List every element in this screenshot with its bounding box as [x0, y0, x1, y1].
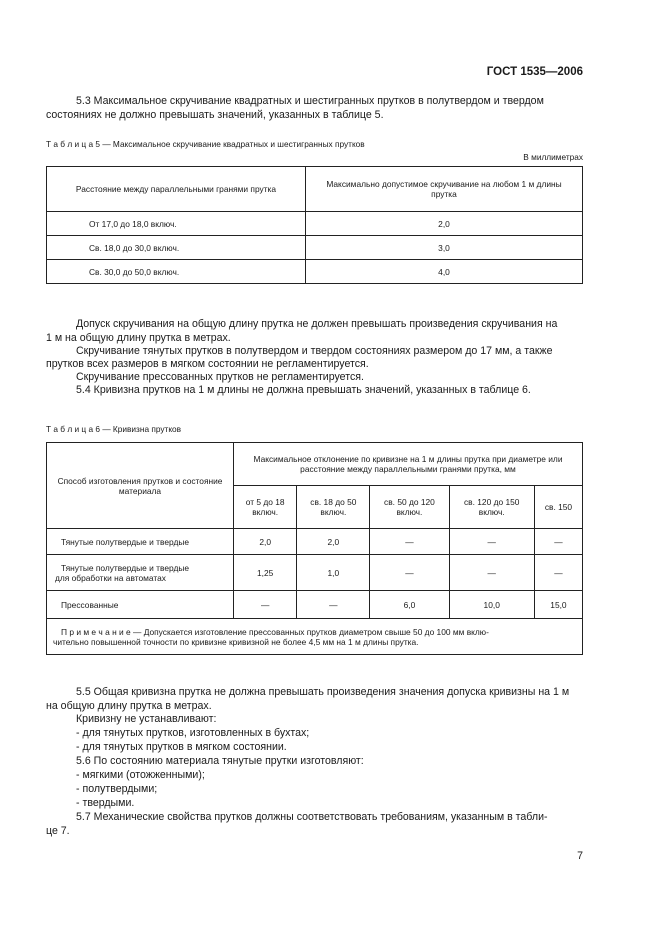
- section-5-7-line-2: це 7.: [46, 825, 70, 837]
- section-5-5-line-2: на общую длину прутка в метрах.: [46, 700, 212, 712]
- mid-para-line-4: прутков всех размеров в мягком состоянии не регламентируется.: [46, 358, 369, 370]
- table-5: [46, 166, 583, 284]
- table-6-caption: Т а б л и ц а 6 — Кривизна прутков: [46, 424, 182, 434]
- section-5-3-line-1: 5.3 Максимальное скручивание квадратных и шестигранных прутков в полутвердом и твердом: [76, 95, 544, 107]
- table-row: Тянутые полутвердые и твердые для обработки на автоматах 1,25 1,0 — — —: [47, 555, 583, 591]
- table-row: Св. 30,0 до 50,0 включ. 4,0: [47, 260, 583, 284]
- section-5-6: 5.6 По состоянию материала тянутые прутки изготовляют:: [76, 755, 364, 767]
- table-6-subheader: св. 18 до 50 включ.: [297, 486, 370, 529]
- list-item: - мягкими (отожженными);: [76, 769, 205, 781]
- section-5-4: 5.4 Кривизна прутков на 1 м длины не должна превышать значений, указанных в таблице 6.: [76, 384, 531, 396]
- table-6-subheader: св. 120 до 150 включ.: [449, 486, 534, 529]
- table-6-subheader: от 5 до 18 включ.: [234, 486, 297, 529]
- table-row: Тянутые полутвердые и твердые 2,0 2,0 — — —: [47, 529, 583, 555]
- curvature-not-set: Кривизну не устанавливают:: [76, 713, 217, 725]
- section-5-3-line-2: состояниях не должно превышать значений, указанных в таблице 5.: [46, 109, 384, 121]
- table-row: От 17,0 до 18,0 включ. 2,0: [47, 212, 583, 236]
- mid-para-line-1: Допуск скручивания на общую длину прутка не должен превышать произведения скручивания на: [76, 318, 558, 330]
- table-5-units: В миллиметрах: [523, 152, 583, 162]
- section-5-5-line-1: 5.5 Общая кривизна прутка не должна превышать произведения значения допуска кривизны на 1 м: [76, 686, 570, 698]
- mid-para-line-5: Скручивание прессованных прутков не регламентируется.: [76, 371, 364, 383]
- list-item: - полутвердыми;: [76, 783, 158, 795]
- table-row: Прессованные — — 6,0 10,0 15,0: [47, 591, 583, 619]
- list-item: - для тянутых прутков, изготовленных в бухтах;: [76, 727, 310, 739]
- table-5-caption: Т а б л и ц а 5 — Максимальное скручивание квадратных и шестигранных прутков: [46, 139, 365, 149]
- table-row: Св. 18,0 до 30,0 включ. 3,0: [47, 236, 583, 260]
- mid-para-line-3: Скручивание тянутых прутков в полутвердом и твердом состояниях размером до 17 мм, а также: [76, 345, 553, 357]
- table-6: [46, 442, 583, 655]
- table-6-note: П р и м е ч а н и е — Допускается изготовление прессованных прутков диаметром свыше 50 до 100 мм вклю- чительно повышенной точности по кривизне кривизной не более 4,5 мм на 1 м длины прутка.: [47, 619, 583, 655]
- table-5-col1-header: Расстояние между параллельными гранями прутка: [47, 167, 306, 212]
- mid-para-line-2: 1 м на общую длину прутка в метрах.: [46, 332, 231, 344]
- table-6-subheader: св. 50 до 120 включ.: [370, 486, 449, 529]
- section-5-7-line-1: 5.7 Механические свойства прутков должны соответствовать требованиям, указанным в табли-: [76, 811, 548, 823]
- table-6-subheader: св. 150: [534, 486, 582, 529]
- list-item: - твердыми.: [76, 797, 135, 809]
- table-5-col2-header: Максимально допустимое скручивание на любом 1 м длины прутка: [306, 167, 583, 212]
- list-item: - для тянутых прутков в мягком состоянии.: [76, 741, 287, 753]
- table-6-group-header: Максимальное отклонение по кривизне на 1 м длины прутка при диаметре или расстояние между параллельными гранями прутка, мм: [234, 443, 583, 486]
- document-code: ГОСТ 1535—2006: [486, 66, 583, 78]
- page-number: 7: [577, 850, 583, 862]
- table-6-col1-header: Способ изготовления прутков и состояние материала: [47, 443, 234, 529]
